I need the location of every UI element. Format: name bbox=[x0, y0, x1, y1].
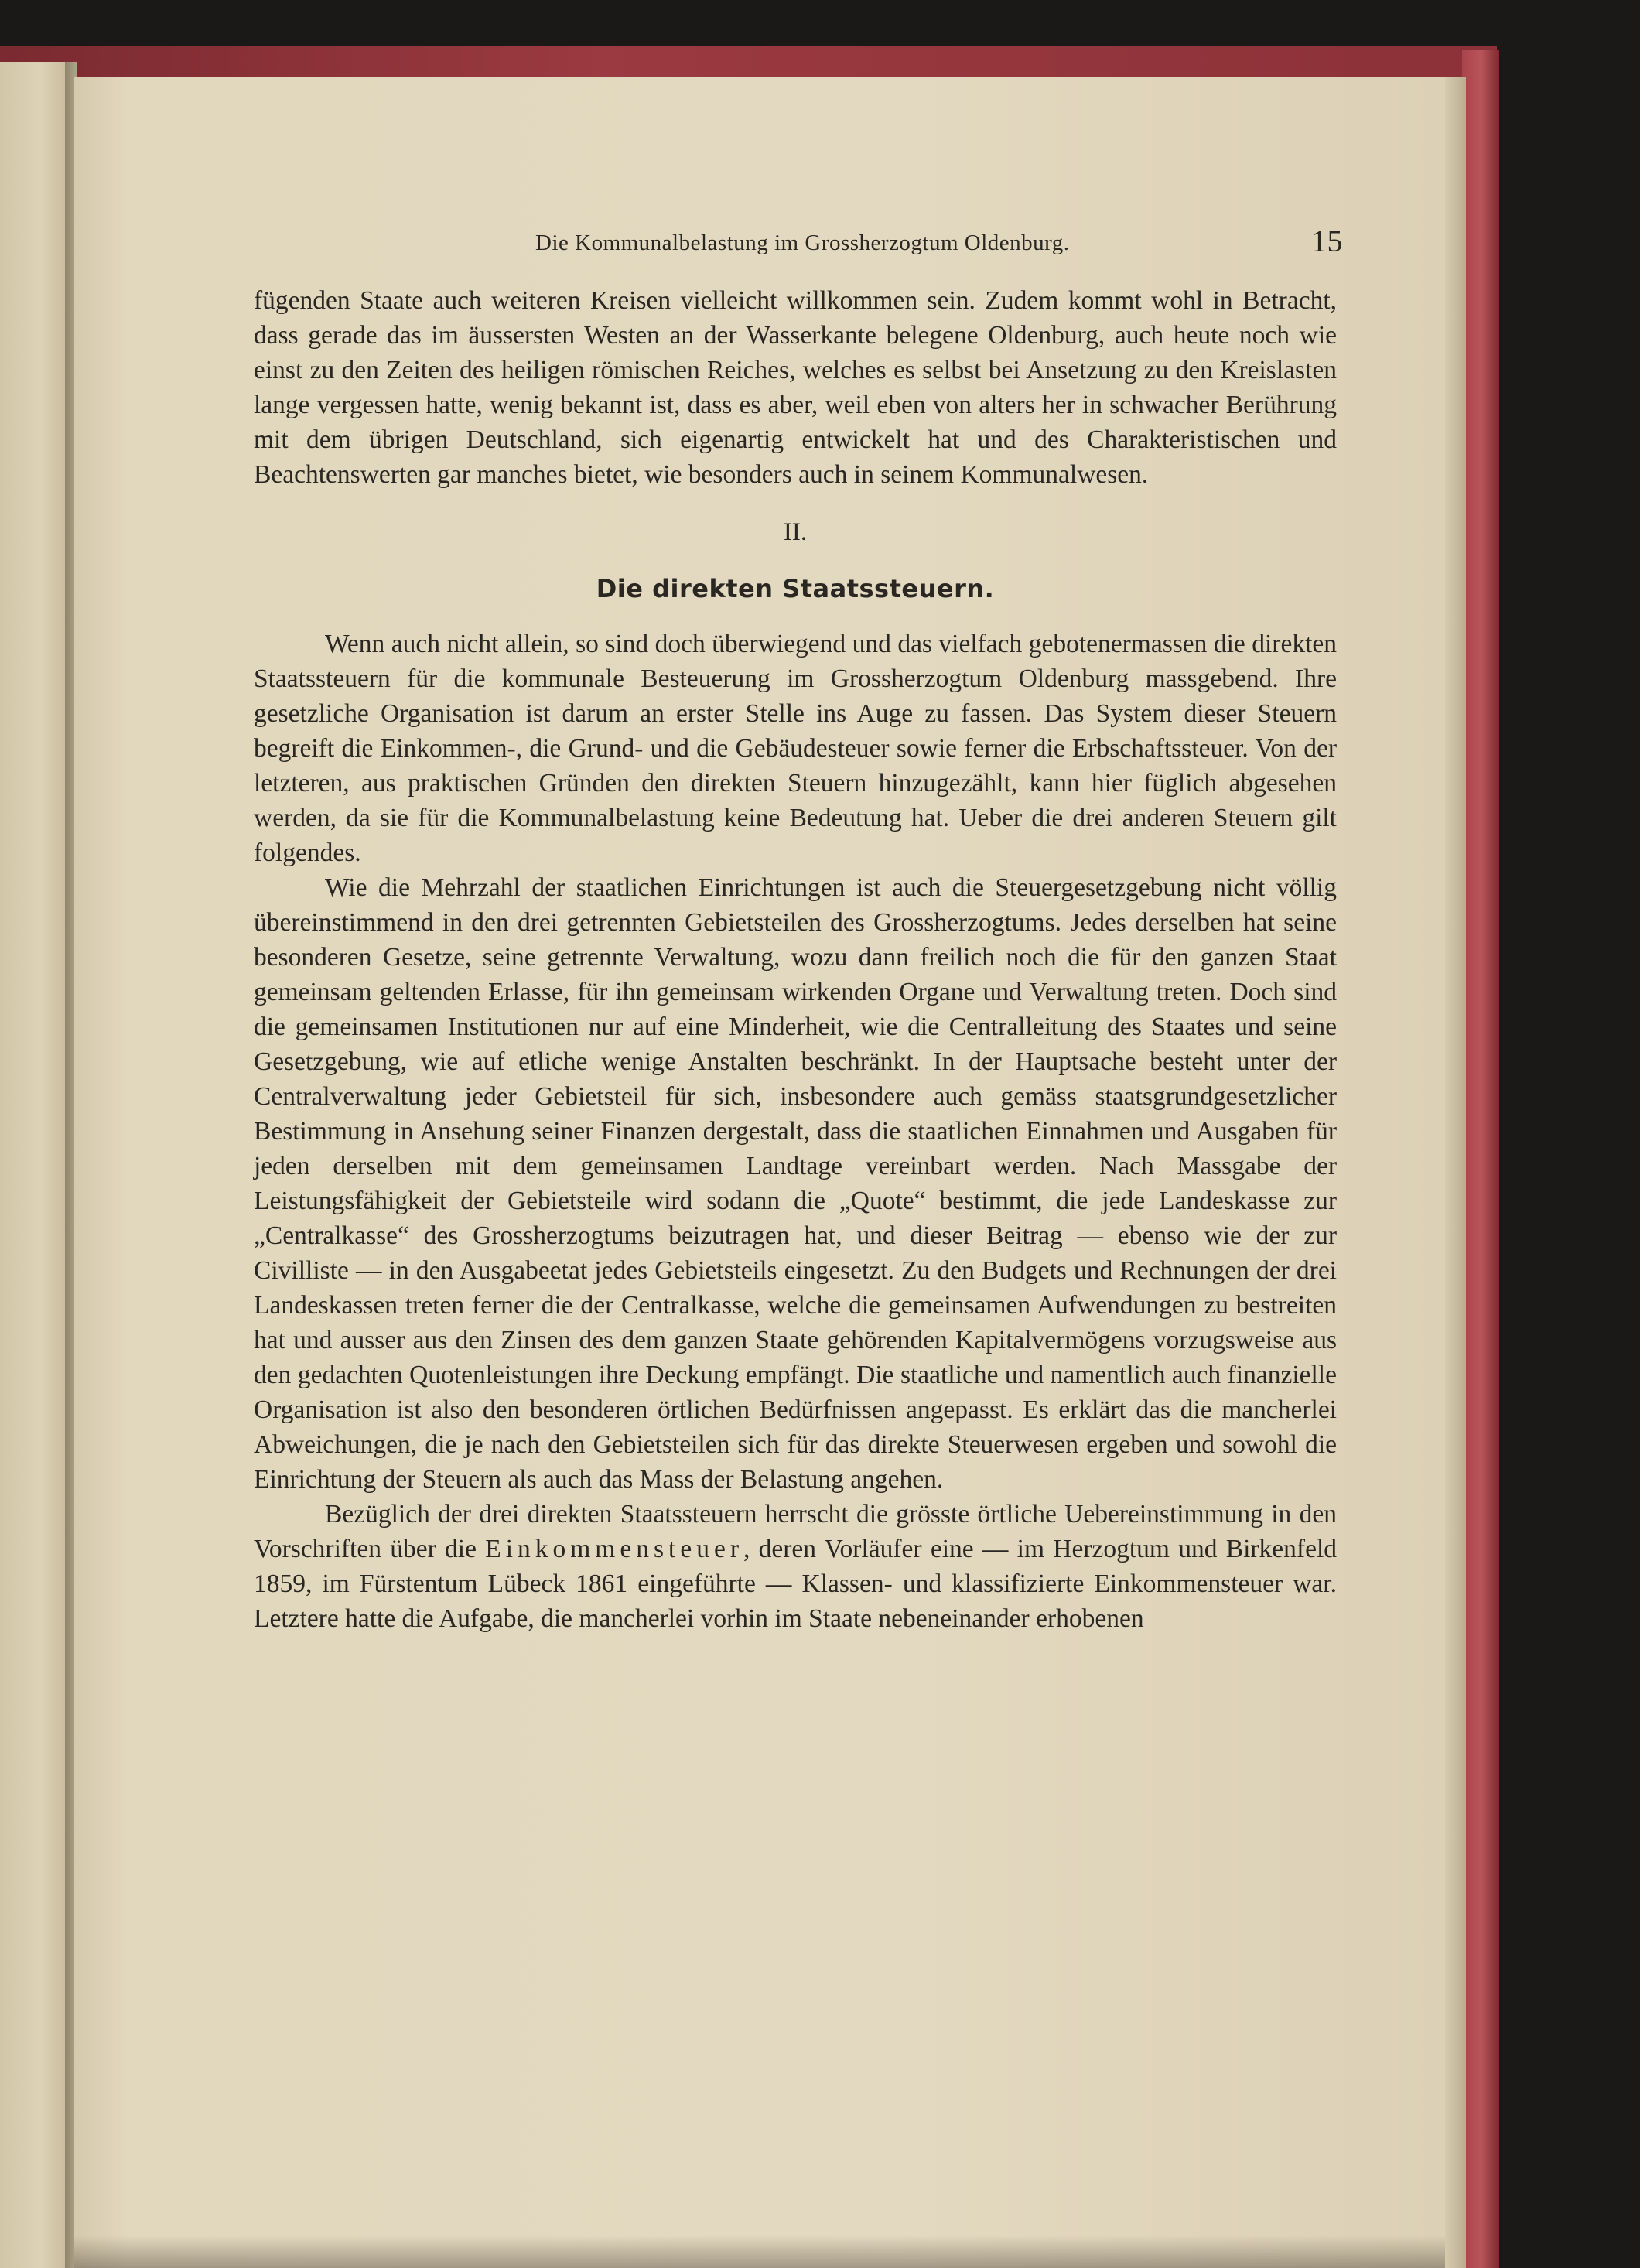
running-title: Die Kommunalbelastung im Grossherzogtum Oldenburg. bbox=[535, 231, 1070, 255]
book-page bbox=[74, 77, 1445, 2268]
spaced-term: Einkommensteuer bbox=[485, 1535, 743, 1563]
running-head bbox=[461, 217, 1343, 263]
paragraph-3: Wie die Mehrzahl der staatlichen Einrichtungen ist auch die Steuergesetzgebung nicht völlig übereinstimmend in den drei getrennten Gebietsteilen des Grossherzogtums. Jedes derselben hat seine besonderen Gesetze, seine getrennte Verwaltung, wozu dann freilich noch die für den ganzen Staat gemeinsam geltenden Erlasse, für ihn gemeinsam wirkenden Organe und Verwaltung treten. Doch sind die gemeinsamen Institutionen nur auf eine Minderheit, wie die Centralleitung des Staates und seine Gesetzgebung, wie auf etliche wenige Anstalten beschränkt. In der Hauptsache besteht unter der Centralverwaltung jeder Gebietsteil für sich, insbesondere auch gemäss staatsgrundgesetzlicher Bestimmung in Ansehung seiner Finanzen dergestalt, dass die staatlichen Einnahmen und Ausgaben für jeden derselben mit dem gemeinsamen Landtage vereinbart werden. Nach Massgabe der Leistungsfähigkeit der Gebietsteile wird sodann die „Quote“ bestimmt, die jede Landeskasse zur „Centralkasse“ des Grossherzogtums beizutragen hat, und dieser Beitrag — ebenso wie der zur Civilliste — in den Ausgabeetat jedes Gebietsteils eingesetzt. Zu den Budgets und Rechnungen der drei Landeskassen treten ferner die der Centralkasse, welche die gemeinsamen Aufwendungen zu bestreiten hat und ausser aus den Zinsen des dem ganzen Staate gehörenden Kapitalvermögens vorzugsweise aus den gedachten Quotenleistungen ihre Deckung empfängt. Die staatliche und namentlich auch finanzielle Organisation ist also den besonderen örtlichen Bedürfnissen angepasst. Es erklärt das die mancherlei Abweichungen, die je nach den Gebietsteilen sich für das direkte Steuerwesen ergeben und sowohl die Einrichtung der Steuern als auch das Mass der Belastung angehen. bbox=[254, 873, 1337, 1494]
cover-edge bbox=[1462, 50, 1499, 2268]
paragraph-4 bbox=[254, 1497, 1337, 1636]
page-edges bbox=[1443, 77, 1466, 2268]
paragraph-2: Wenn auch nicht allein, so sind doch überwiegend und das vielfach gebotenermassen die direkten Staatssteuern für die kommunale Besteuerung im Grossherzogtum Oldenburg massgebend. Ihre gesetzliche Organisation ist darum an erster Stelle ins Auge zu fassen. Das System dieser Steuern begreift die Einkommen-, die Grund- und die Gebäudesteuer sowie ferner die Erbschaftssteuer. Von der letzteren, aus praktischen Gründen den direkten Steuern hinzugezählt, kann hier füglich abgesehen werden, da sie für die Kommunalbelastung keine Bedeutung hat. Ueber die drei anderen Steuern gilt folgendes. bbox=[254, 630, 1337, 867]
paragraph-1: fügenden Staate auch weiteren Kreisen vielleicht willkommen sein. Zudem kommt wohl in Betracht, dass gerade das im äussersten Westen an der Wasserkante belegene Oldenburg, auch heute noch wie einst zu den Zeiten des heiligen römischen Reiches, welches es selbst bei Ansetzung zu den Kreislasten lange vergessen hatte, wenig bekannt ist, dass es aber, weil eben von alters her in schwacher Berührung mit dem übrigen Deutschland, sich eigenartig entwickelt hat und des Charakteristischen und Beachtenswerten gar manches bietet, wie besonders auch in seinem Kommunalwesen. bbox=[254, 286, 1337, 489]
page-number: 15 bbox=[1311, 224, 1343, 258]
page-shadow bbox=[74, 2236, 1445, 2268]
paragraph-4-start: Bezüglich der drei direkten Staatssteuern herrscht die grösste örtliche Uebereinstimmung in den Vorschriften über die bbox=[254, 1500, 1337, 1563]
section-number: II. bbox=[783, 518, 808, 546]
body-text bbox=[254, 283, 1337, 1636]
left-page-edge bbox=[0, 62, 68, 2268]
paragraph-4-end: , deren Vorläufer eine — im Herzogtum und Birkenfeld 1859, im Fürstentum Lübeck 1861 eingeführte — Klassen- und klassifizierte Einkommensteuer war. Letztere hatte die Aufgabe, die mancherlei vorhin im Staate nebeneinander erhobenen bbox=[254, 1535, 1338, 1633]
section-title: Die direkten Staatssteuern. bbox=[596, 574, 995, 603]
